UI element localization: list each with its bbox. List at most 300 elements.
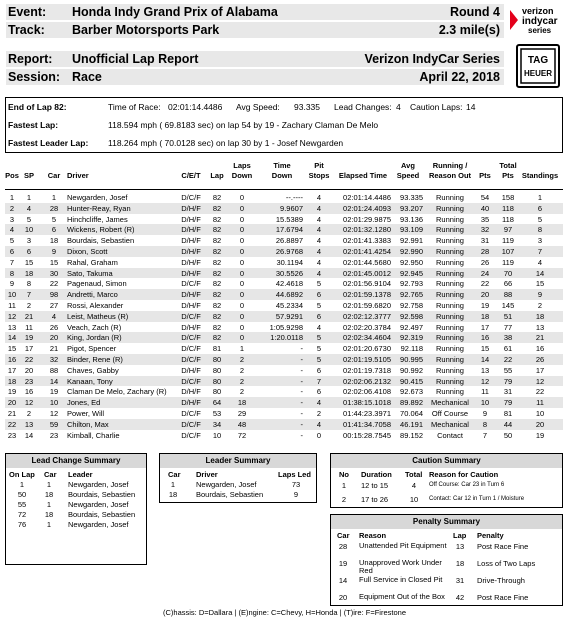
cell-standings: 8 [537,225,543,235]
cell-total-points: 79 [503,398,513,408]
cell-avg-speed: 92.765 [400,290,423,300]
cell-elapsed-time: 01:38:15.1018 [343,398,391,408]
results-header [5,160,563,190]
cell-driver: Pigot, Spencer [67,344,117,354]
cell-pit-stops: 4 [316,398,322,408]
track-length: 2.3 mile(s) [438,23,500,37]
cell-total-points: 44 [503,419,513,429]
cell-standings: 1 [537,193,543,202]
cell-laps-down: 0 [239,322,245,332]
ps-car: 20 [338,593,348,602]
cell-laps: 80 [212,387,222,397]
cell-laps: 80 [212,355,222,364]
cell-elapsed-time: 02:01:19.7318 [343,365,391,375]
cell-chassis-engine-tire: D/H/F [181,247,201,256]
cell-chassis-engine-tire: D/C/F [181,419,201,429]
cell-start-pos: 1 [26,193,32,202]
cs-no: 1 [341,481,347,490]
cell-time-down: - [300,419,303,429]
col-total-1: Total [499,161,517,170]
cell-pos: 4 [9,225,15,235]
table-row [5,430,563,441]
tag-heuer-logo [516,44,560,88]
logo-text-indycar: indycar [522,16,558,27]
cell-elapsed-time: 00:15:28.7545 [343,430,391,440]
round-number: Round 4 [450,5,500,19]
cell-status: Running [436,268,464,278]
cell-time-down: 9.9607 [280,203,303,213]
logo-text-tag: TAG [527,55,549,66]
cell-points: 24 [480,268,490,278]
cell-start-pos: 20 [24,365,34,375]
cell-points: 22 [480,279,490,289]
lead-change-summary [5,453,147,565]
cell-laps-down: 0 [239,203,245,213]
cell-pit-stops: 4 [316,225,322,235]
cell-laps: 80 [212,376,222,386]
cell-points: 26 [480,257,490,267]
cell-start-pos: 14 [24,430,34,440]
cell-driver: Pagenaud, Simon [67,279,127,289]
cell-time-down: 15.5389 [275,214,303,224]
cell-driver: Kanaan, Tony [67,376,113,386]
cell-pos: 13 [7,322,17,332]
lc-onlap: 76 [17,520,27,529]
lead-changes-label: Lead Changes: [334,102,392,112]
cell-avg-speed: 46.191 [400,419,423,429]
lc-car: 1 [46,480,52,489]
col-standings: Standings [521,171,559,180]
cell-chassis-engine-tire: D/H/F [181,290,201,300]
cell-pos: 9 [9,279,15,289]
cell-status: Running [436,193,464,202]
cell-standings: 12 [535,376,545,386]
cell-laps: 82 [212,247,222,256]
cell-points: 17 [480,322,490,332]
table-row [5,419,563,430]
table-row [5,278,563,289]
cell-laps: 82 [212,214,222,224]
fastest-lap-value: 118.594 mph ( 69.8183 sec) on lap 54 by 19 - Zachary Claman De Melo [108,120,379,130]
lc-col-car: Car [44,470,57,479]
cell-laps-down: 0 [239,247,245,256]
ps-col-car: Car [337,531,350,540]
cell-time-down: - [300,344,303,354]
cell-car-number: 9 [51,247,57,256]
cell-elapsed-time: 01:44:23.3971 [343,409,391,418]
cell-time-down: 1:20.0118 [270,333,303,343]
cell-points: 12 [480,376,490,386]
cell-driver: Kimball, Charlie [67,430,120,440]
table-row [5,365,563,376]
cell-status: Running [436,355,464,364]
cell-standings: 10 [535,409,545,418]
cell-elapsed-time: 02:01:32.1280 [343,225,391,235]
cell-start-pos: 10 [24,225,34,235]
cell-status: Running [436,257,464,267]
cell-points: 16 [480,333,490,343]
cell-car-number: 32 [49,355,59,364]
caution-title: Caution Summary [331,454,562,468]
col-total-2: Pts [502,171,514,180]
cell-chassis-engine-tire: D/C/F [181,409,201,418]
cell-start-pos: 13 [24,419,34,429]
cell-chassis-engine-tire: D/H/F [181,214,201,224]
cell-chassis-engine-tire: D/H/F [181,203,201,213]
cell-total-points: 61 [503,344,513,354]
cell-avg-speed: 93.207 [400,203,423,213]
cell-start-pos: 21 [24,311,34,321]
cell-status: Running [436,376,464,386]
table-row [5,257,563,268]
cell-total-points: 158 [501,193,515,202]
ls-driver: Newgarden, Josef [196,480,257,489]
cell-avg-speed: 92.991 [400,236,423,246]
cell-points: 8 [482,419,488,429]
lc-onlap: 72 [17,510,27,519]
ls-car: 18 [168,490,178,499]
fastest-lap-label: Fastest Lap: [8,120,59,130]
cell-elapsed-time: 01:41:34.7058 [343,419,391,429]
table-row [5,203,563,214]
cell-avg-speed: 92.950 [400,257,423,267]
col-driver: Driver [67,171,89,180]
logo-text-series: series [528,26,552,35]
cell-elapsed-time: 02:02:20.3784 [343,322,391,332]
col-laps-down-1: Laps [233,161,251,170]
cell-elapsed-time: 02:01:29.9875 [343,214,391,224]
time-value: 02:01:14.4486 [168,102,223,112]
cell-driver: Sato, Takuma [67,268,113,278]
cell-pos: 1 [9,193,15,202]
ps-car: 28 [338,542,348,551]
col-laps-down-2: Down [231,171,253,180]
cell-standings: 18 [535,311,545,321]
lc-leader: Newgarden, Josef [68,480,129,489]
cell-pit-stops: 5 [316,333,322,343]
cell-status: Running [436,236,464,246]
cell-pit-stops: 5 [316,279,322,289]
cell-total-points: 55 [503,365,513,375]
cell-elapsed-time: 02:02:12.3777 [343,311,391,321]
cell-elapsed-time: 02:02:06.2132 [343,376,391,386]
cell-laps-down: 0 [239,333,245,343]
cell-status: Running [436,225,464,235]
cell-points: 10 [480,398,490,408]
logo-text-heuer: HEUER [523,69,553,78]
cell-car-number: 15 [49,257,59,267]
cell-laps-down: 1 [239,344,245,354]
cell-driver: King, Jordan (R) [67,333,122,343]
cell-total-points: 88 [503,290,513,300]
cell-driver: Andretti, Marco [67,290,118,300]
event-label: Event: [8,5,47,19]
col-time-down-2: Down [271,171,293,180]
caution-summary [330,453,563,508]
series-name: Verizon IndyCar Series [364,52,500,66]
cs-duration: 12 to 15 [361,481,389,490]
indycar-logo [508,4,566,36]
cell-pit-stops: 4 [316,247,322,256]
cell-status: Running [436,247,464,256]
cell-driver: Binder, Rene (R) [67,355,123,364]
cell-time-down: - [300,376,303,386]
cell-status: Running [436,344,464,354]
cell-standings: 3 [537,236,543,246]
cell-laps-down: 0 [239,268,245,278]
penalty-summary [330,514,563,606]
cell-time-down: --.---- [285,193,303,202]
cell-points: 11 [481,387,489,397]
cell-pit-stops: 5 [316,301,322,310]
lc-leader: Bourdais, Sebastien [68,490,136,499]
cell-pit-stops: 4 [316,268,322,278]
cell-avg-speed: 92.990 [400,247,423,256]
leader-title: Leader Summary [160,454,316,468]
cell-laps: 82 [212,333,222,343]
cell-total-points: 118 [502,203,514,213]
ps-penalty: Post Race Fine [477,542,529,551]
cell-standings: 14 [535,268,545,278]
cell-avg-speed: 90.995 [400,355,423,364]
cell-pos: 21 [7,409,17,418]
cell-pos: 15 [7,344,17,354]
cell-standings: 21 [535,333,545,343]
cell-car-number: 19 [49,387,59,397]
cell-pit-stops: 4 [316,236,322,246]
cell-status: Off Course [431,409,469,418]
cell-avg-speed: 89.152 [400,430,423,440]
col-running-2: Reason Out [428,171,472,180]
table-row [5,376,563,387]
cell-points: 35 [480,214,490,224]
cell-laps-down: 0 [239,193,245,202]
cell-laps-down: 48 [237,419,247,429]
col-sp: SP [23,171,34,180]
cell-standings: 19 [535,430,545,440]
cell-elapsed-time: 02:01:44.5680 [343,257,391,267]
lead-change-title: Lead Change Summary [6,454,146,468]
cell-car-number: 59 [49,419,59,429]
session-name: Race [72,70,102,84]
cell-driver: Rossi, Alexander [67,301,124,310]
ls-laps: 9 [293,490,299,499]
cell-status: Contact [437,430,463,440]
col-avg-2: Speed [396,171,420,180]
cell-start-pos: 8 [26,279,32,289]
time-label: Time of Race: [108,102,161,112]
lc-onlap: 55 [17,500,27,509]
table-row [5,300,563,311]
cell-elapsed-time: 02:01:41.3383 [343,236,391,246]
cell-total-points: 81 [503,409,513,418]
event-row [6,4,504,20]
table-row [5,408,563,419]
cell-start-pos: 11 [25,322,33,332]
col-car: Car [47,171,61,180]
col-running-1: Running / [432,161,468,170]
cs-col-total: Total [405,470,423,479]
cell-laps: 82 [212,290,222,300]
cell-total-points: 50 [503,430,513,440]
cell-time-down: 1:05.9298 [269,322,303,332]
cell-chassis-engine-tire: D/C/F [181,333,201,343]
cell-pos: 23 [7,430,17,440]
cell-pos: 17 [7,365,17,375]
cell-laps: 82 [212,203,222,213]
cell-pos: 12 [7,311,17,321]
cell-pit-stops: 5 [316,355,322,364]
cell-time-down: 45.2334 [275,301,303,310]
track-row [6,22,504,38]
cell-laps: 64 [212,398,222,408]
cell-chassis-engine-tire: D/C/F [181,279,201,289]
table-row [5,268,563,279]
cell-driver: Wickens, Robert (R) [67,225,135,235]
ps-reason: Equipment Out of the Box [359,592,445,601]
cell-pit-stops: 4 [316,419,322,429]
cell-driver: Dixon, Scott [67,247,108,256]
cell-car-number: 21 [49,344,59,354]
cell-time-down: - [300,398,303,408]
cell-total-points: 38 [503,333,513,343]
cell-car-number: 5 [51,214,57,224]
cell-start-pos: 12 [24,398,34,408]
cell-start-pos: 5 [26,214,32,224]
cell-avg-speed: 92.118 [400,344,423,354]
cell-pos: 2 [9,203,15,213]
cell-chassis-engine-tire: D/H/F [181,301,201,310]
cell-chassis-engine-tire: D/H/F [181,257,201,267]
cell-car-number: 12 [49,409,59,418]
cell-pit-stops: 4 [316,257,322,267]
ps-penalty: Loss of Two Laps [477,559,536,568]
cell-start-pos: 22 [24,355,34,364]
cell-chassis-engine-tire: D/H/F [181,236,201,246]
table-row [5,289,563,300]
cell-start-pos: 3 [26,236,32,246]
cell-points: 15 [480,344,490,354]
cell-pit-stops: 6 [316,311,322,321]
lc-onlap: 1 [19,480,25,489]
cell-laps-down: 2 [239,387,245,397]
cell-time-down: 26.8897 [275,236,303,246]
cell-pos: 22 [7,419,17,429]
col-lap: Lap [210,171,224,180]
lc-leader: Bourdais, Sebastien [68,510,136,519]
cell-driver: Bourdais, Sebastien [67,236,135,246]
cell-start-pos: 2 [26,301,32,310]
lc-col-onlap: On Lap [9,470,35,479]
table-row [5,397,563,408]
cell-elapsed-time: 02:01:14.4486 [343,193,391,202]
cell-points: 19 [480,301,490,310]
ps-col-penalty: Penalty [477,531,504,540]
cell-avg-speed: 93.109 [400,225,423,235]
table-row [5,311,563,322]
cell-time-down: 30.1194 [276,257,303,267]
cell-chassis-engine-tire: D/H/F [181,225,201,235]
cell-points: 14 [480,355,490,364]
cell-driver: Chilton, Max [67,419,109,429]
ps-car: 14 [338,576,348,585]
cell-driver: Hunter-Reay, Ryan [67,203,131,213]
cell-chassis-engine-tire: D/C/F [181,311,201,321]
cell-chassis-engine-tire: D/C/F [181,355,201,364]
cell-time-down: 17.6794 [275,225,303,235]
cell-pos: 10 [7,290,17,300]
cell-standings: 17 [535,365,545,375]
fastest-leader-label: Fastest Leader Lap: [8,138,89,148]
table-row [5,192,563,203]
cs-col-reason: Reason for Caution [429,470,499,479]
cell-chassis-engine-tire: D/C/F [181,193,201,202]
table-row [5,246,563,257]
cell-chassis-engine-tire: D/C/F [181,376,201,386]
cell-laps-down: 18 [237,398,247,408]
cell-pos: 16 [7,355,17,364]
cell-elapsed-time: 02:01:24.4093 [343,203,391,213]
cell-start-pos: 6 [26,247,32,256]
cell-avg-speed: 90.415 [400,376,423,386]
cell-driver: Chaves, Gabby [67,365,119,375]
session-label: Session: [8,70,61,84]
cell-pos: 11 [8,301,16,310]
cell-elapsed-time: 02:02:34.4604 [343,333,391,343]
cell-pit-stops: 6 [316,290,322,300]
cell-laps: 82 [212,236,222,246]
cell-avg-speed: 92.758 [400,301,423,310]
cell-laps: 82 [212,301,222,310]
lc-car: 18 [44,490,54,499]
ps-penalty: Drive-Through [477,576,525,585]
cell-start-pos: 23 [24,376,34,386]
report-row [6,51,504,67]
cell-pos: 18 [7,376,17,386]
cell-total-points: 70 [503,268,513,278]
cell-pit-stops: 6 [316,365,322,375]
ps-car: 19 [338,559,348,568]
ps-col-lap: Lap [453,531,467,540]
cell-elapsed-time: 02:01:59.1378 [343,290,391,300]
cell-laps: 82 [212,322,222,332]
cell-laps-down: 0 [239,301,245,310]
ps-lap: 42 [455,593,465,602]
cell-total-points: 77 [503,322,513,332]
cell-status: Mechanical [431,398,469,408]
cell-status: Running [436,279,464,289]
cell-driver: Veach, Zach (R) [67,322,122,332]
col-pts: Pts [479,171,491,180]
speed-value: 93.335 [294,102,320,112]
cell-chassis-engine-tire: D/C/F [181,344,201,354]
cell-status: Running [436,214,464,224]
end-of-lap: End of Lap 82: [8,102,67,112]
cell-start-pos: 4 [26,203,32,213]
cell-standings: 26 [535,355,545,364]
cell-laps: 80 [212,365,222,375]
cell-car-number: 28 [49,203,59,213]
cell-laps: 82 [212,279,222,289]
cell-start-pos: 7 [26,290,32,300]
cell-chassis-engine-tire: D/H/F [181,387,201,397]
cell-total-points: 118 [502,214,514,224]
cell-laps-down: 2 [239,376,245,386]
ls-car: 1 [170,480,176,489]
lc-onlap: 50 [17,490,27,499]
cell-pit-stops: 4 [316,322,322,332]
cell-standings: 6 [537,203,543,213]
